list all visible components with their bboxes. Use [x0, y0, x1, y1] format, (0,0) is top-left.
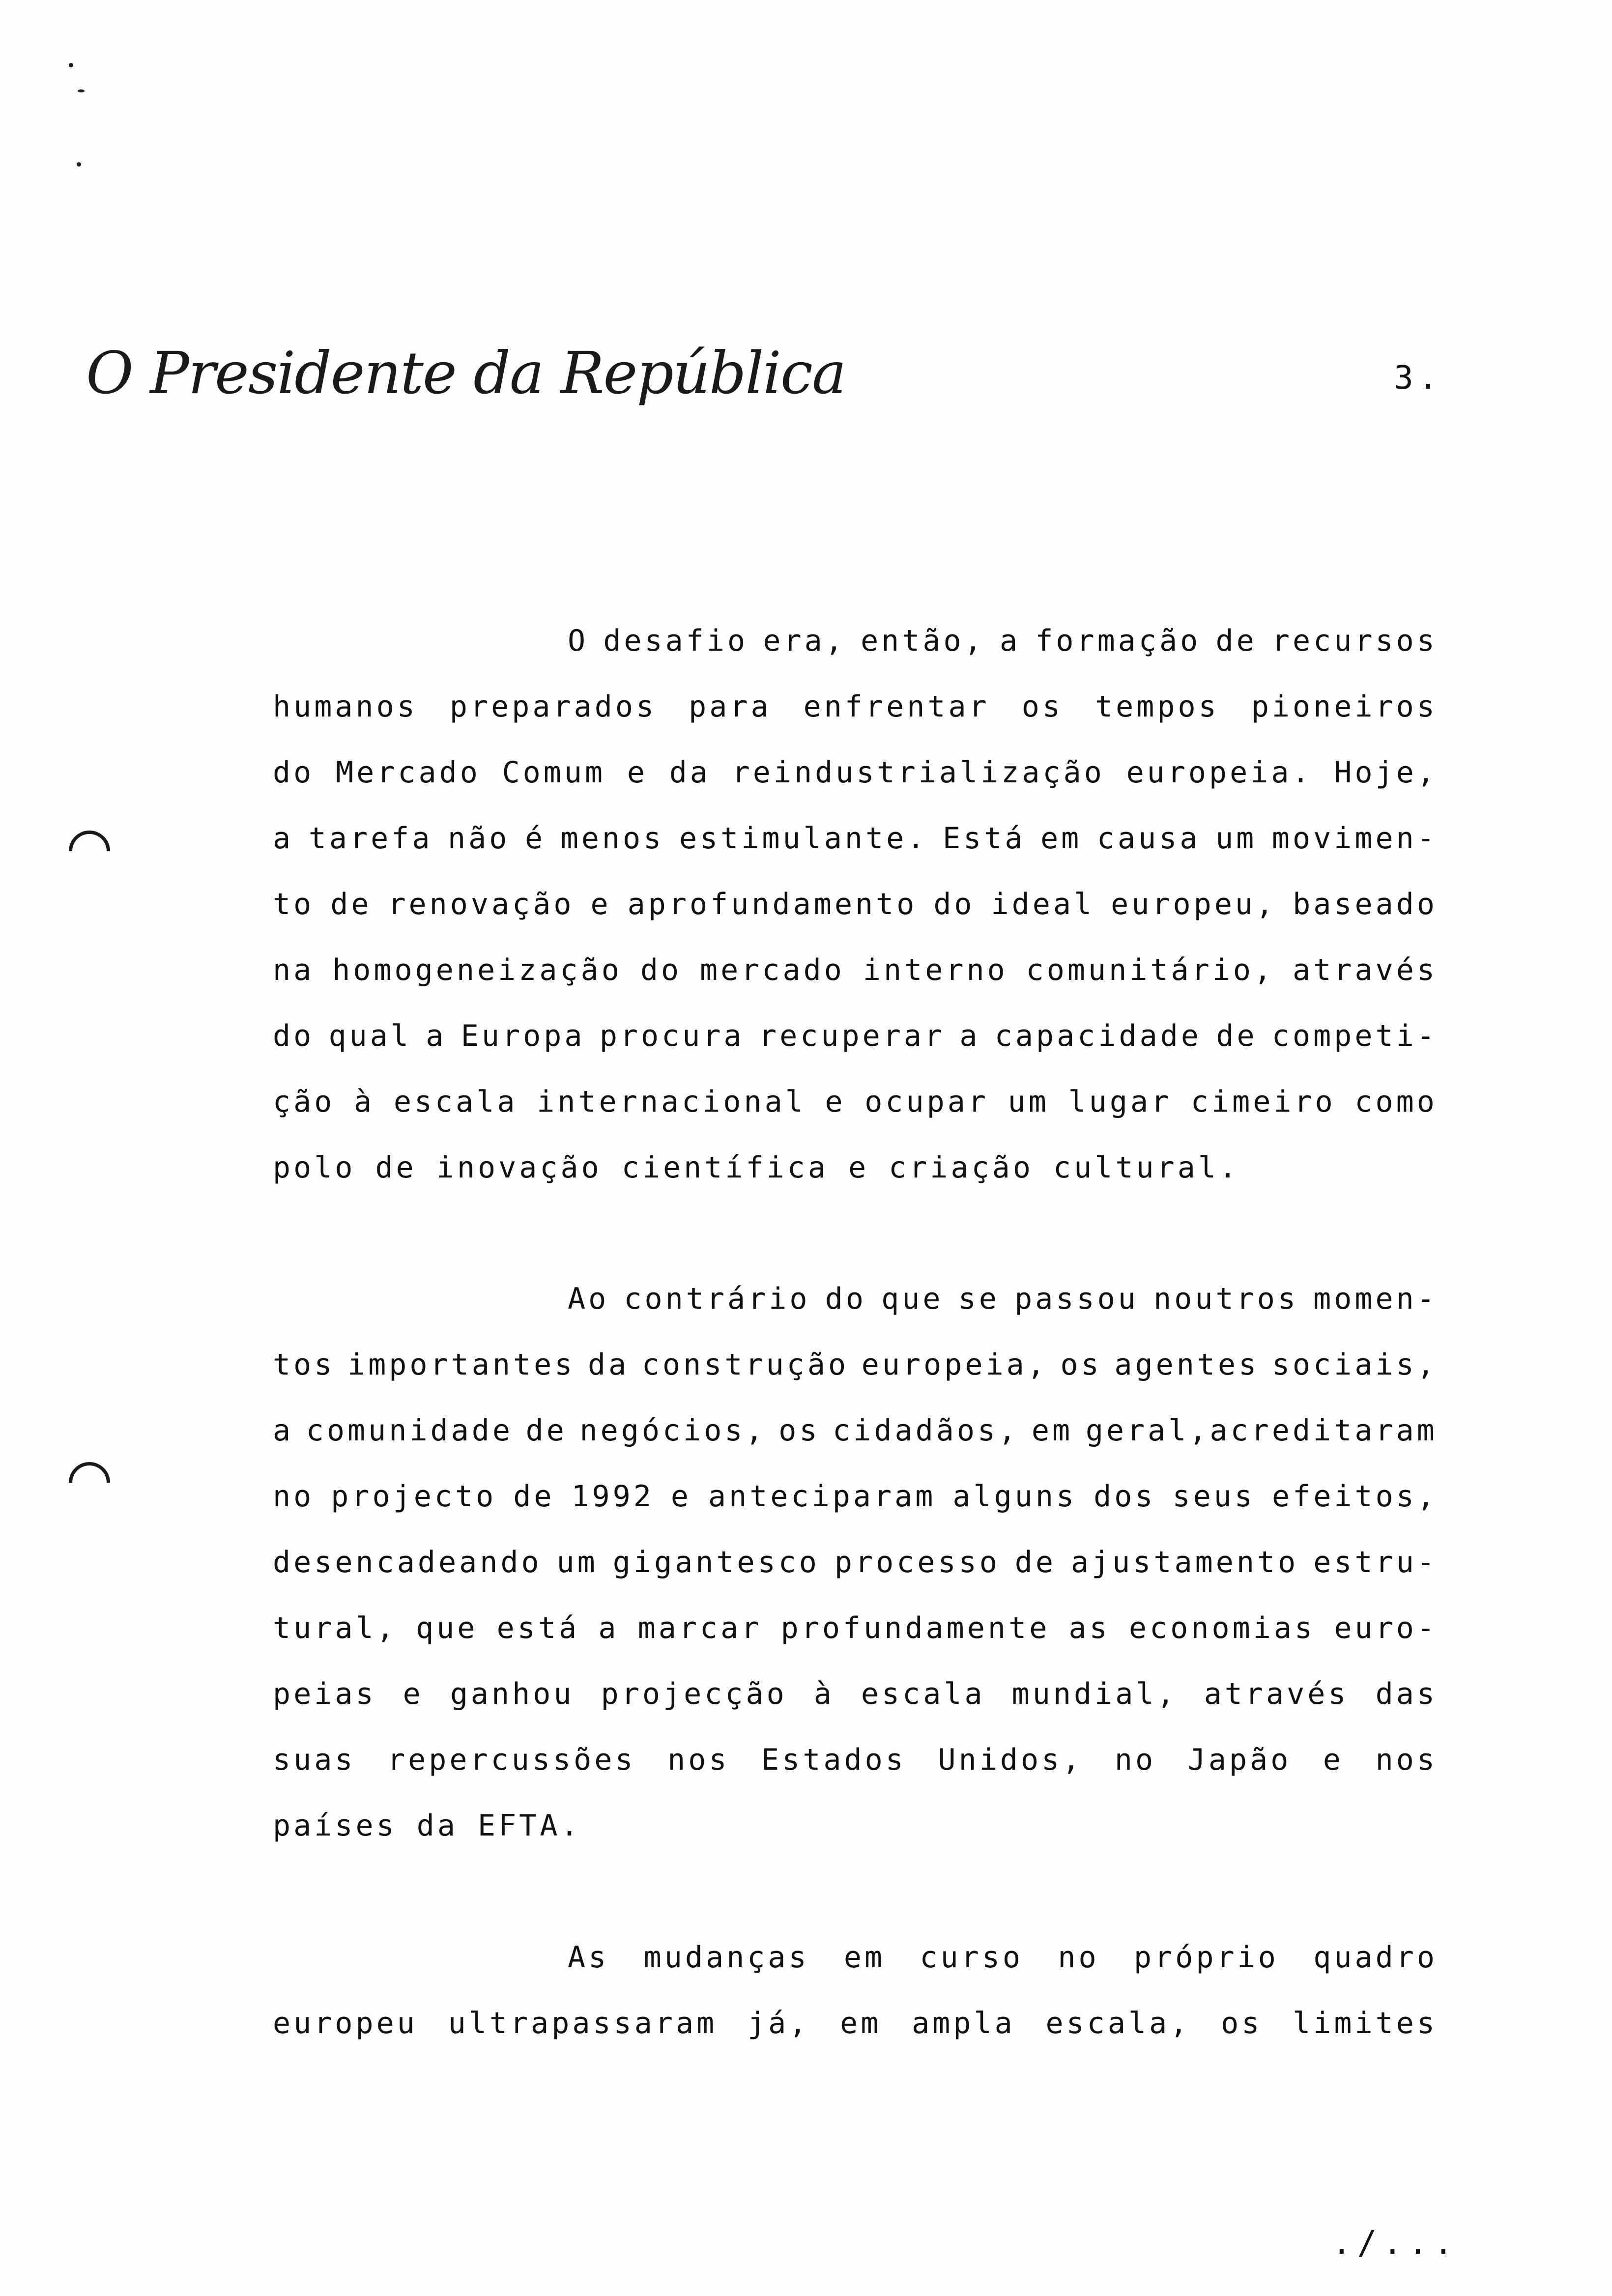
text-line: As mudanças em curso no próprio quadro — [568, 1940, 1438, 1975]
text-line: suas repercussões nos Estados Unidos, no Japão e nos — [273, 1743, 1438, 1777]
page-number: 3. — [1394, 359, 1443, 397]
continuation-mark: ./... — [1332, 2224, 1459, 2262]
text-line: europeu ultrapassaram já, em ampla escala, os limites — [273, 2006, 1438, 2040]
paragraph-3 — [273, 1924, 1438, 2056]
text-line: a tarefa não é menos estimulante. Está em causa um movimen- — [273, 821, 1438, 856]
text-line: na homogeneização do mercado interno comunitário, através — [273, 953, 1438, 987]
paragraph-1 — [273, 608, 1438, 1201]
punch-hole-mark — [60, 822, 119, 881]
text-line: no projecto de 1992 e anteciparam alguns dos seus efeitos, — [273, 1479, 1438, 1514]
text-line: do qual a Europa procura recuperar a capacidade de competi- — [273, 1019, 1438, 1053]
letterhead: O Presidente da República — [86, 339, 846, 407]
scan-speck — [77, 162, 81, 167]
text-line: do Mercado Comum e da reindustrialização europeia. Hoje, — [273, 755, 1438, 790]
text-line: peias e ganhou projecção à escala mundial, através das — [273, 1677, 1438, 1711]
text-line: polo de inovação científica e criação cultural. — [273, 1150, 1240, 1185]
punch-hole-mark — [60, 1454, 119, 1512]
text-line: to de renovação e aprofundamento do ideal europeu, baseado — [273, 887, 1438, 921]
text-line: Ao contrário do que se passou noutros momen- — [568, 1282, 1438, 1316]
scan-speck — [78, 89, 85, 92]
scan-speck — [69, 63, 73, 67]
text-line: O desafio era, então, a formação de recursos — [568, 624, 1438, 658]
text-line: países da EFTA. — [273, 1808, 581, 1843]
text-line: a comunidade de negócios, os cidadãos, em geral,acreditaram — [273, 1413, 1438, 1448]
text-line: tural, que está a marcar profundamente as economias euro- — [273, 1611, 1438, 1645]
text-line: desencadeando um gigantesco processo de ajustamento estru- — [273, 1545, 1438, 1579]
text-line: humanos preparados para enfrentar os tempos pioneiros — [273, 689, 1438, 724]
text-line: tos importantes da construção europeia, os agentes sociais, — [273, 1348, 1438, 1382]
paragraph-2 — [273, 1266, 1438, 1859]
text-line: ção à escala internacional e ocupar um lugar cimeiro como — [273, 1085, 1438, 1119]
